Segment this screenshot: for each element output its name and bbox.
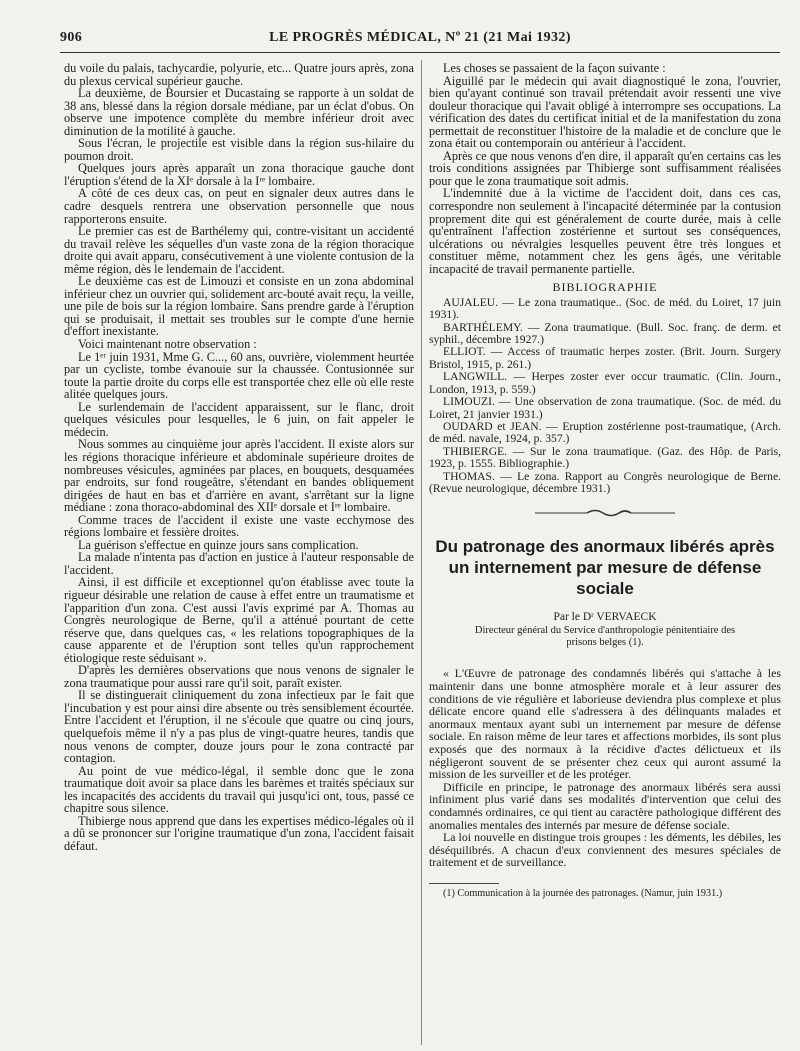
paragraph: « L'Œuvre de patronage des condamnés libérés qui s'attache à les maintenir dans une bonne atmosphère morale et à leur assurer des conditions de vie régulière et laborieuse deviendra plus complexe et plus délicate encore quand elle s'adressera à des délinquants malades et anormaux mentaux ayant subi un internement par mesure de défense sociale. En raison même de leur tares et affections morbides, ils sont plus exposés que des normaux à la récidive d'actes délictueux et ils négligeront souvent de se présenter chez ceux qui auront assumé la mission de les surveiller et de les protéger.	[429, 666, 781, 782]
paragraph: L'indemnité due à la victime de l'accident doit, dans ces cas, correspondre non seulement à l'incapacité déterminée par la contusion proprement dite qui est généralement de courte durée, mais à celle qu'entraînent l'affection zostérienne et surtout ses conséquences, ulcérations ou névralgies lesquelles peuvent être très longues et constituer même, notamment chez les gens âgés, une véritable incapacité de travail permanente partielle.	[429, 186, 781, 276]
bibliography-entry: LANGWILL. — Herpes zoster ever occur traumatic. (Clin. Journ., London, 1913, p. 559.)	[429, 370, 781, 396]
bibliography-entry: AUJALEU. — Le zona traumatique.. (Soc. de méd. du Loiret, 17 juin 1931).	[429, 295, 781, 322]
paragraph: Comme traces de l'accident il existe une vaste ecchymose des régions lombaire et fessière droites.	[64, 512, 414, 540]
bibliography-entry: THOMAS. — Le zona. Rapport au Congrès neurologique de Berne. (Revue neurologique, décembre 1931.)	[429, 469, 781, 495]
paragraph: La malade n'intenta pas d'action en justice à l'auteur responsable de l'accident.	[64, 550, 414, 577]
paragraph: Le premier cas est de Barthélemy qui, contre-visitant un accidenté du travail relève les séquelles d'un vaste zona de la région thoracique droite qui avait apparu, consécutivement à une violente contusion de la même région, dès le lendemain de l'accident.	[64, 224, 414, 276]
ornament-divider	[429, 505, 781, 518]
paragraph: Le deuxième cas est de Limouzi et consiste en un zona abdominal inférieur chez un ouvrier qui, solidement arc-bouté avait reçu, la veille, une pile de bois sur la région lombaire. Sans prendre garde à l'éruption qui se produisait, il mettait ses troubles sur le compte d'une hernie d'effort inexistante.	[64, 274, 414, 339]
ornament-divider-icon	[535, 508, 675, 518]
paragraph: La guérison s'effectue en quinze jours sans complication.	[78, 537, 359, 552]
article-body	[429, 667, 781, 869]
paragraph: Aiguillé par le médecin qui avait diagnostiqué le zona, l'ouvrier, bien qu'ayant continué son travail prétendait avoir ressenti une vive douleur thoracique qui l'avait obligé à interrompre ses occupations. La vérification des dates du certificat initial et de la manifestation du zona permettait de reconstituer l'histoire de la maladie et de conclure que le zona était ou contemporain ou antérieur à l'accident.	[429, 73, 781, 151]
paragraph: Nous sommes au cinquième jour après l'accident. Il existe alors sur les régions thoracique inférieure et abdominale supérieure droites de nombreuses vésicules, agminées par places, en bouquets, desquamées par endroits, sur fond rougeâtre, s'étendant en bandes obliquement dirigées de haut en bas et d'arrière en avant, s'arrêtant sur la ligne médiane : zona thoraco-abdominal des XIIᵉ dorsale et Iʳᵉ lombaire.	[64, 437, 414, 515]
right-column	[429, 62, 781, 900]
page-number: 906	[60, 30, 83, 45]
paragraph: Les choses se passaient de la façon suivante :	[443, 61, 666, 75]
paragraph: Ainsi, il est difficile et exceptionnel qu'on établisse avec toute la rigueur désirable une relation de cause à effet entre un traumatisme et l'apparition d'un zona. C'est aussi l'avis exprimé par A. Thomas au Congrès neurologique de Berne, qu'il a atténué pourtant de cette réserve que, dans quelques cas, « les relations topographiques de la cause apparente et de l'éruption sont telles qu'un rapprochement étiologique reste séduisant ».	[64, 575, 414, 665]
paragraph: Le surlendemain de l'accident apparaissent, sur le flanc, droit quelques vésicules pour lesquelles, le 6 juin, on fait appeler le médecin.	[64, 399, 414, 439]
paragraph: Au point de vue médico-légal, il semble donc que le zona traumatique doit avoir sa place dans les barèmes et traités spéciaux sur les incapacités des accidents du travail qui jusqu'ici ont, tous, passé ce chapitre sous silence.	[64, 763, 414, 816]
bibliography-entry: BARTHÉLEMY. — Zona traumatique. (Bull. Soc. franç. de derm. et syphil., décembre 1927.)	[429, 320, 781, 347]
left-column	[64, 62, 414, 852]
paragraph: Voici maintenant notre observation :	[78, 337, 257, 352]
bibliography-list	[429, 297, 781, 496]
paragraph: La loi nouvelle en distingue trois groupes : les déments, les débiles, les déséquilibrés. A chacun d'eux conviennent des mesures spéciales de traitement et de surveillance.	[429, 830, 781, 870]
paragraph: La deuxième, de Boursier et Ducastaing se rapporte à un soldat de 38 ans, blessé dans la région dorsale médiane, par un éclat d'obus. On observe une impotence complète du membre inférieur droit avec diminution de la motilité à gauche.	[64, 86, 414, 138]
bibliography-entry: ELLIOT. — Access of traumatic herpes zoster. (Brit. Journ. Surgery Bristol, 1915, p. 261.)	[429, 345, 781, 371]
paragraph: Le 1ᵉʳ juin 1931, Mme G. C..., 60 ans, ouvrière, violemment heurtée par un cycliste, tombe évanouie sur la chaussée. Contusionnée sur toute la partie droite du corps elle est transportée chez elle où elle reste alitée quelques jours.	[64, 349, 414, 402]
paragraph: Quelques jours après apparaît un zona thoracique gauche dont l'éruption s'étend de la XIᵉ dorsale à la Iʳᵉ lombaire.	[64, 161, 414, 188]
author-byline: Par le Dʳ VERVAECK	[553, 610, 657, 623]
paragraph: Thibierge nous apprend que dans les expertises médico-légales où il a dû se prononcer sur l'origine traumatique d'un zona, l'accident faisait défaut.	[64, 813, 414, 853]
header-rule	[60, 52, 780, 53]
bibliography-entry: OUDARD et JEAN. — Eruption zostérienne post-traumatique, (Arch. de méd. navale, 1924, p. 357.)	[429, 419, 781, 446]
bibliography-entry: THIBIERGE. — Sur le zona traumatique. (Gaz. des Hôp. de Paris, 1923, p. 1555. Bibliographie.)	[429, 444, 781, 471]
paragraph: Il se distinguerait cliniquement du zona infectieux par le fait que l'incubation y est pour ainsi dire absente ou très sensiblement écourtée. Entre l'accident et l'éruption, il ne s'écoule que quatre ou cinq jours, quelquefois même il n'y a pas plus de vingt-quatre heures, tandis que nous venons de compter, douze jours pour le zona contracté par contagion.	[64, 688, 414, 766]
paragraph: Sous l'écran, le projectile est visible dans la région sus-hilaire du poumon droit.	[64, 136, 414, 163]
bibliography-entry: LIMOUZI. — Une observation de zona traumatique. (Soc. de méd. du Loiret, 21 janvier 1931.)	[429, 395, 781, 421]
paragraph: Après ce que nous venons d'en dire, il apparaît qu'en certains cas les trois conditions assignées par Thibierge sont suffisamment réalisées pour que le zona traumatique soit admis.	[429, 148, 781, 188]
footnote-rule	[429, 883, 499, 884]
footnote: (1) Communication à la journée des patronages. (Namur, juin 1931.)	[443, 887, 723, 899]
article-title: Du patronage des anormaux libérés après un internement par mesure de défense sociale	[435, 536, 775, 598]
paragraph: du voile du palais, tachycardie, polyurie, etc... Quatre jours après, zona du plexus cervical supérieur gauche.	[64, 61, 414, 88]
paragraph: Difficile en principe, le patronage des anormaux libérés sera aussi infiniment plus varié dans ses modalités d'intervention que celui des condamnés ordinaires, ce qui tient au caractère pathologique différent des anomalies mentales des internés par mesure de défense sociale.	[429, 779, 781, 832]
bibliography-title: BIBLIOGRAPHIE	[552, 280, 658, 295]
paragraph: A côté de ces deux cas, on peut en signaler deux autres dans le cadre desquels rentrera une observation personnelle que nous rapporterons ensuite.	[64, 186, 414, 226]
paragraph: D'après les dernières observations que nous venons de signaler le zona traumatique pour aussi rare qu'il soit, paraît exister.	[64, 663, 414, 690]
journal-title: LE PROGRÈS MÉDICAL, Nº 21 (21 Mai 1932)	[269, 30, 571, 45]
column-divider	[421, 60, 422, 1045]
page-header	[60, 30, 780, 54]
author-affiliation: Directeur général du Service d'anthropologie pénitentiaire des prisons belges (1).	[474, 625, 736, 649]
